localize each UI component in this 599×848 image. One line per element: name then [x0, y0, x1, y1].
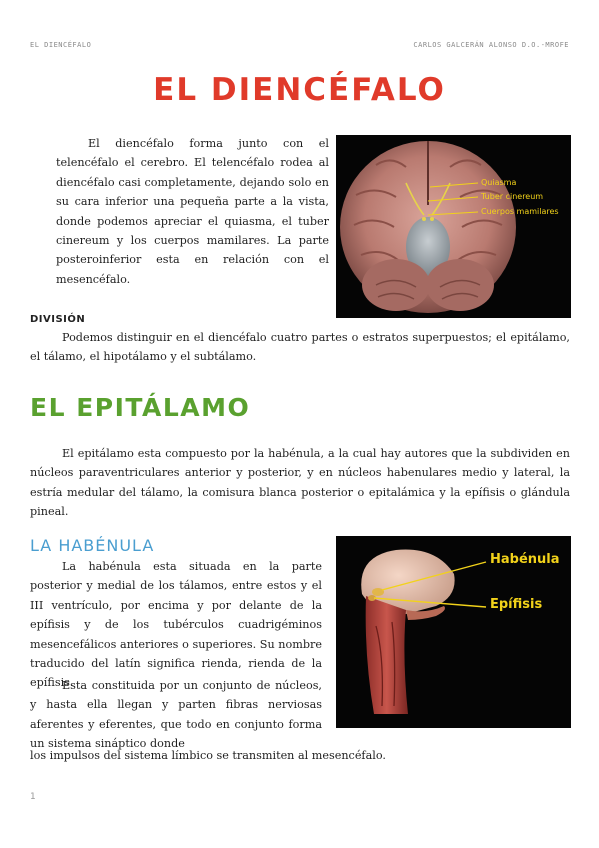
brain-inferior-view-figure: [336, 135, 571, 318]
brain-inferior-illustration: [336, 135, 571, 318]
epitalamo-heading: EL EPITÁLAMO: [30, 393, 251, 422]
division-paragraph: Podemos distinguir en el diencéfalo cuatro partes o estratos superpuestos; el epitálamo, el tálamo, el hipotálamo y el subtálamo.: [30, 331, 570, 364]
intro-paragraph: El diencéfalo forma junto con el telencéfalo el cerebro. El telencéfalo rodea al diencéfalo casi completamente, dejando solo en su cara inferior una pequeña parte a la vista, donde podemos apreciar el quiasma, el tuber cinereum y los cuerpos mamilares. La parte posteroinferior esta en relación con el mesencéfalo.: [56, 137, 329, 286]
label-quiasma: Quiasma: [481, 178, 517, 187]
page-number: 1: [30, 792, 36, 802]
habenula-sagittal-figure: [336, 536, 571, 728]
label-habenula: Habénula: [490, 552, 560, 567]
label-tuber-cinereum: Tuber cinereum: [481, 192, 544, 201]
page-title: EL DIENCÉFALO: [153, 72, 446, 108]
running-header-left: EL DIENCÉFALO: [30, 41, 92, 49]
division-heading: DIVISIÓN: [30, 314, 86, 325]
habenula-paragraph-2-tail: los impulsos del sistema límbico se transmiten al mesencéfalo.: [30, 749, 386, 762]
running-header-right: CARLOS GALCERÁN ALONSO D.O.-MROFE: [413, 41, 569, 49]
habenula-paragraph-1: La habénula esta situada en la parte posterior y medial de los tálamos, entre estos y el III ventrículo, por encima y por delante de la epífisis y de los tubérculos cuadrigéminos mesencefálicos anteriores o superiores. Su nombre traducido del latín significa rienda, rienda de la epífisis.: [30, 560, 322, 690]
habenula-heading: LA HABÉNULA: [30, 536, 155, 555]
epitalamo-paragraph: El epitálamo esta compuesto por la habénula, a la cual hay autores que la subdividen en núcleos paraventriculares anterior y posterior, y en núcleos habenulares medio y lateral, la estría medular del tálamo, la comisura blanca posterior o epitalámica y la epífisis o glándula pineal.: [30, 447, 570, 519]
label-cuerpos-mamilares: Cuerpos mamilares: [481, 207, 559, 216]
habenula-paragraph-2: Esta constituida por un conjunto de núcleos, y hasta ella llegan y parten fibras nerviosas aferentes y eferentes, que todo en conjunto forma un sistema sináptico donde: [30, 679, 322, 751]
label-epifisis: Epífisis: [490, 597, 543, 612]
